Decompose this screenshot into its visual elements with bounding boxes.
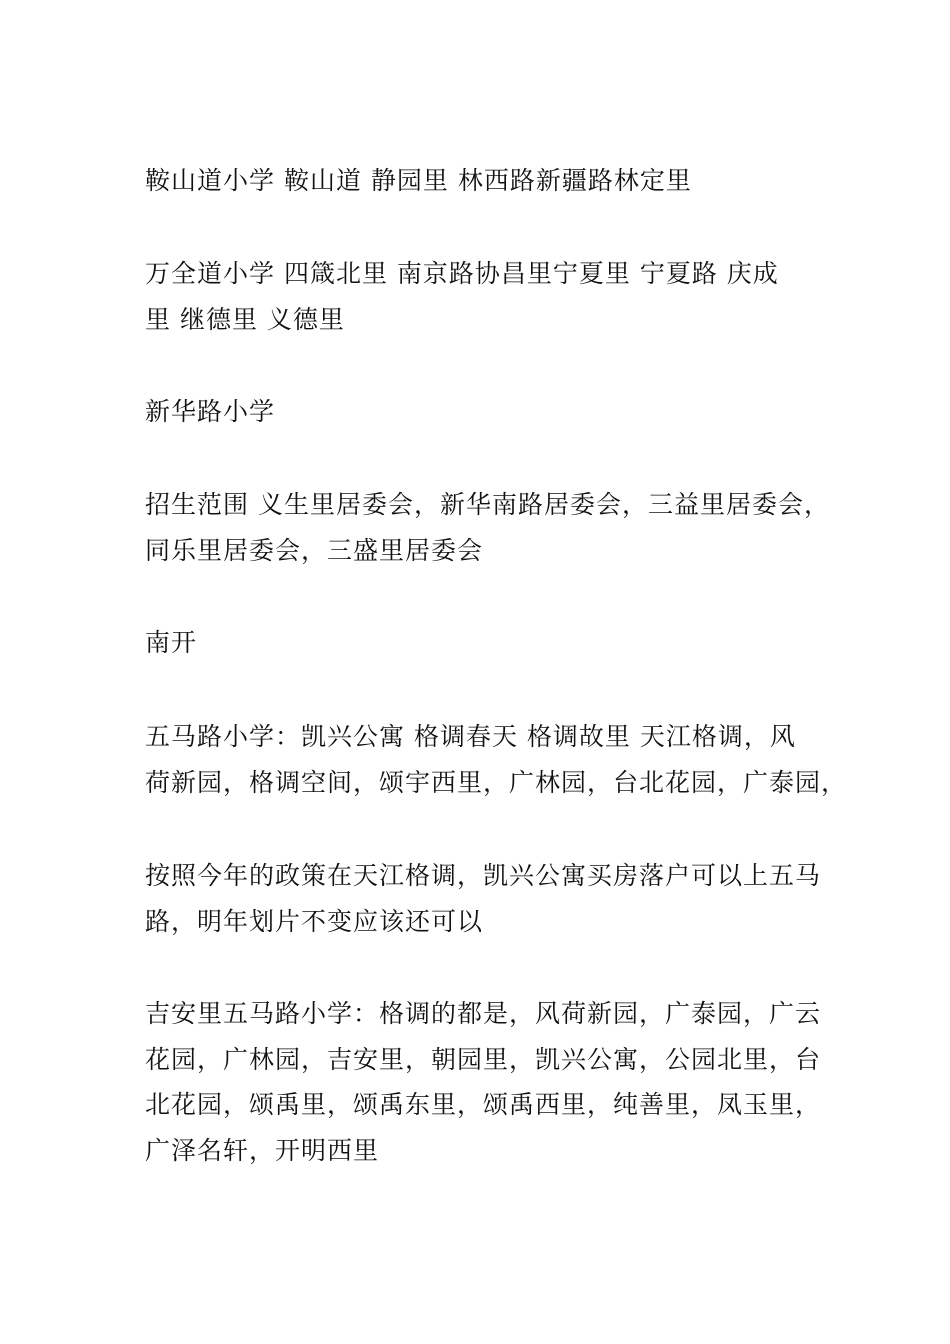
paragraph-enrollment-scope [145, 482, 830, 573]
text-line: 同乐里居委会，三盛里居委会 [145, 535, 484, 565]
text-line: 按照今年的政策在天江格调，凯兴公寓买房落户可以上五马 [145, 861, 822, 890]
text-line: 里 继德里 义德里 [145, 304, 345, 334]
paragraph-anshandao-school [145, 158, 810, 204]
text-line: 吉安里五马路小学：格调的都是，风荷新园，广泰园，广云 [145, 999, 822, 1028]
text-line: 南开 [145, 628, 198, 657]
paragraph-wumalu-school [145, 714, 848, 805]
text-line: 新华路小学 [145, 397, 276, 426]
paragraph-xinhualu-school [145, 389, 810, 435]
text-line: 荷新园，格调空间，颂宇西里，广林园，台北花园，广泰园， [145, 767, 848, 797]
text-line: 五马路小学：凯兴公寓 格调春天 格调故里 天江格调，风 [145, 722, 796, 751]
section-heading-nankai [145, 620, 810, 666]
text-line: 北花园，颂禹里，颂禹东里，颂禹西里，纯善里，凤玉里， [145, 1090, 822, 1119]
text-line: 万全道小学 四箴北里 南京路协昌里宁夏里 宁夏路 庆成 [145, 259, 779, 288]
text-line: 广泽名轩，开明西里 [145, 1135, 380, 1165]
text-line: 鞍山道小学 鞍山道 静园里 林西路新疆路林定里 [145, 166, 692, 195]
text-line: 花园，广林园，吉安里，朝园里，凯兴公寓，公园北里，台 [145, 1044, 822, 1074]
text-line: 招生范围 义生里居委会，新华南路居委会，三益里居委会， [145, 490, 830, 519]
text-line: 路，明年划片不变应该还可以 [145, 906, 484, 936]
paragraph-wanquandao-school [145, 251, 810, 342]
paragraph-policy-note [145, 853, 822, 944]
paragraph-jianli-wumalu-school [145, 991, 822, 1173]
